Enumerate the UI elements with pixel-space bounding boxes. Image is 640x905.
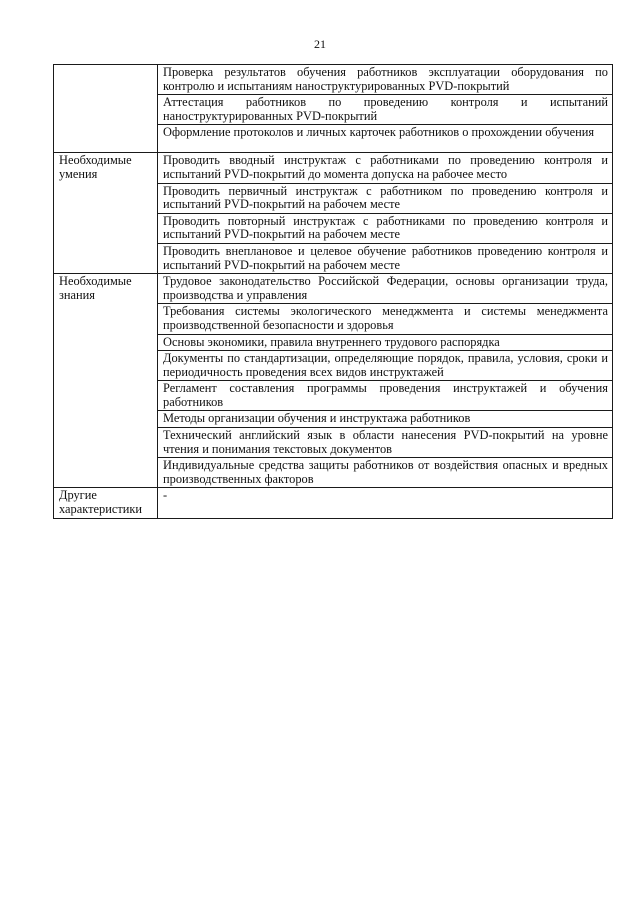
table-cell: Проводить внеплановое и целевое обучение работников проведению контроля и испытаний PVD-покрытий на рабочем месте [158, 243, 613, 273]
table-cell: Проверка результатов обучения работников эксплуатации оборудования по контролю и испытаниям наноструктурированных PVD-покрытий [158, 65, 613, 95]
table-cell: Трудовое законодательство Российской Федерации, основы организации труда, производства и управления [158, 274, 613, 304]
table-cell: Регламент составления программы проведения инструктажей и обучения работников [158, 381, 613, 411]
table-cell: Методы организации обучения и инструктажа работников [158, 411, 613, 428]
table-row [54, 153, 613, 183]
characteristics-table [53, 64, 613, 519]
table-cell: Проводить вводный инструктаж с работниками по проведению контроля и испытаний PVD-покрытий до момента допуска на рабочее место [158, 153, 613, 183]
table-cell: Технический английский язык в области нанесения PVD-покрытий на уровне чтения и понимания текстовых документов [158, 428, 613, 458]
table-cell: Аттестация работников по проведению контроля и испытаний наноструктурированных PVD-покрытий [158, 95, 613, 125]
table-cell: - [158, 488, 613, 518]
table-cell: Документы по стандартизации, определяющие порядок, правила, условия, сроки и периодичность проведения всех видов инструктажей [158, 351, 613, 381]
table-cell: Проводить первичный инструктаж с работником по проведению контроля и испытаний PVD-покрытий на рабочем месте [158, 183, 613, 213]
table-row [54, 65, 613, 95]
section-label: Другие характеристики [54, 488, 158, 518]
table-row [54, 488, 613, 518]
section-label: Необходимые умения [54, 153, 158, 274]
table-cell: Оформление протоколов и личных карточек работников о прохождении обучения [158, 125, 613, 153]
table-row [54, 274, 613, 304]
section-label: Необходимые знания [54, 274, 158, 488]
table-cell: Индивидуальные средства защиты работников от воздействия опасных и вредных производственных факторов [158, 458, 613, 488]
table-cell: Основы экономики, правила внутреннего трудового распорядка [158, 334, 613, 351]
section-label [54, 65, 158, 153]
page-number: 21 [314, 37, 326, 51]
table-cell: Проводить повторный инструктаж с работниками по проведению контроля и испытаний PVD-покрытий на рабочем месте [158, 213, 613, 243]
table-cell: Требования системы экологического менеджмента и системы менеджмента производственной безопасности и здоровья [158, 304, 613, 334]
